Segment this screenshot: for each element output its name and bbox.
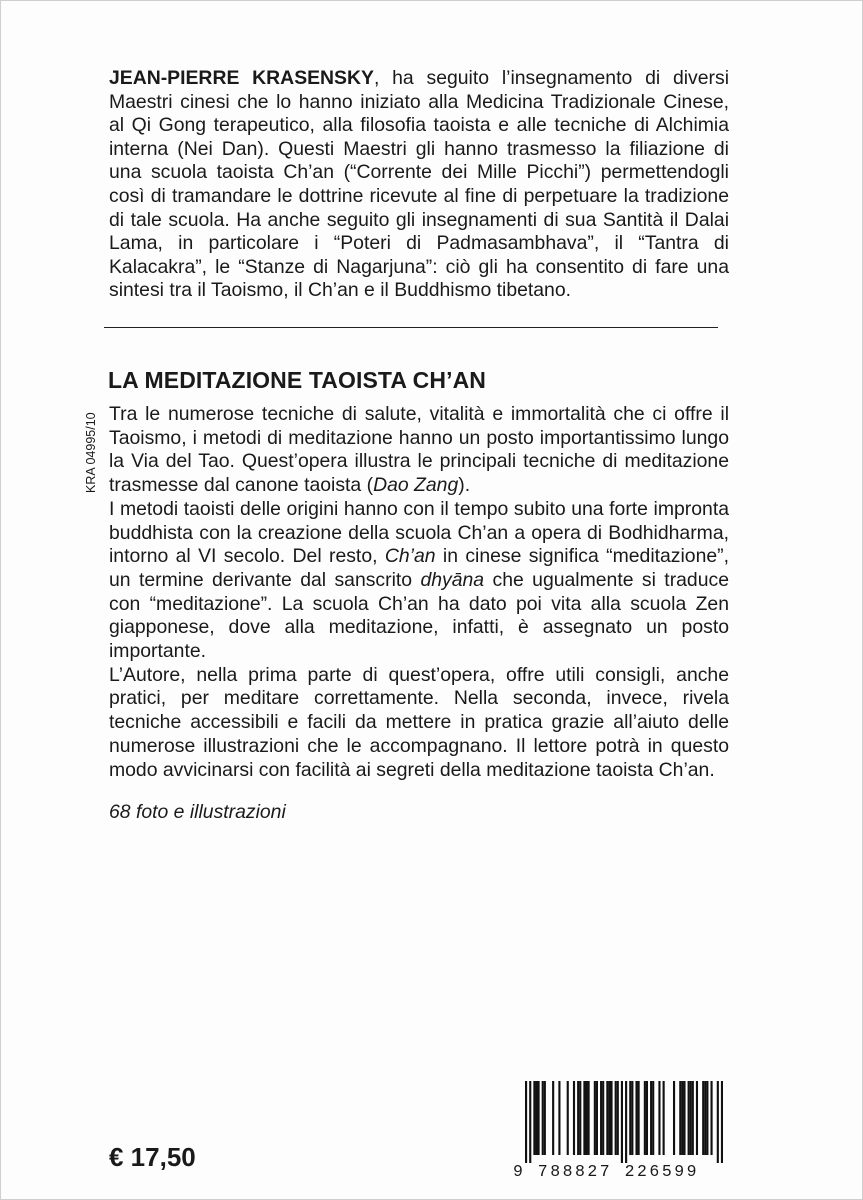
emphasis-dhyana: dhyāna [420, 568, 485, 591]
emphasis-dao-zang: Dao Zang [373, 474, 459, 497]
book-title: LA MEDITAZIONE TAOISTA CH’AN [108, 367, 487, 393]
barcode-bar [600, 1081, 602, 1155]
barcode-bar [608, 1081, 610, 1155]
description-paragraph-1: Tra le numerose tecniche di salute, vitalità e immortalità che ci offre il Taoismo, i metodi di meditazione hanno un posto importantissimo lungo la Via del Tao. Quest’opera illustra le principali tecniche di meditazione trasmesse dal canone taoista (Dao Zang). [109, 403, 729, 497]
barcode-bar [646, 1081, 648, 1155]
barcode-bar [579, 1081, 581, 1155]
description-paragraph-2: I metodi taoisti delle origini hanno con il tempo subito una forte impronta buddhista con la creazione della scuola Ch’an a opera di Bodhidharma, intorno al VI secolo. Del resto, Ch’an in cinese significa “meditazione”, un termine derivante dal sanscrito dhyāna che ugualmente si traduce con “meditazione”. La scuola Ch’an ha dato poi vita alla scuola Zen giapponese, dove alla meditazione, infatti, è assegnato un posto importante. [109, 497, 729, 663]
barcode-bar [617, 1081, 619, 1155]
barcode-bar [721, 1081, 723, 1163]
barcode-bar [635, 1081, 637, 1155]
barcode-bar [615, 1081, 617, 1155]
emphasis-chan: Ch’an [384, 545, 436, 568]
barcode-bar [696, 1081, 698, 1155]
barcode-bar [585, 1081, 587, 1155]
barcode-bar [673, 1081, 675, 1155]
barcode-bar [704, 1081, 706, 1155]
barcode-bar [683, 1081, 685, 1155]
barcode-bar [688, 1081, 690, 1155]
barcode-bar [588, 1081, 590, 1155]
barcode-bar [706, 1081, 708, 1155]
barcode-bar [538, 1081, 540, 1155]
photos-note: 68 foto e illustrazioni [109, 801, 286, 823]
author-name: JEAN-PIERRE KRASENSKY [109, 67, 374, 89]
barcode-bar [567, 1081, 569, 1155]
barcode-bar [529, 1081, 531, 1163]
barcode-bar [610, 1081, 612, 1155]
barcode-bar [573, 1081, 575, 1155]
barcode-bar [652, 1081, 654, 1155]
barcode-bar [629, 1081, 631, 1155]
barcode-bar [525, 1081, 527, 1163]
barcode-bar [644, 1081, 646, 1155]
barcode-bar [602, 1081, 604, 1155]
barcode [513, 1081, 723, 1181]
barcode-bar [650, 1081, 652, 1155]
barcode-bar [658, 1081, 660, 1155]
barcode-bar [663, 1081, 665, 1155]
book-description [109, 403, 729, 782]
author-bio [109, 67, 729, 303]
barcode-bar [594, 1081, 596, 1155]
product-code: KRA 04995/10 [84, 412, 98, 493]
barcode-bar [631, 1081, 633, 1155]
barcode-bar [621, 1081, 623, 1163]
barcode-bar [638, 1081, 640, 1155]
barcode-bar [583, 1081, 585, 1155]
barcode-number: 9 788827 226599 [513, 1162, 700, 1181]
barcode-bar [544, 1081, 546, 1155]
barcode-bar [717, 1081, 719, 1163]
barcode-bar [596, 1081, 598, 1155]
barcode-bar [681, 1081, 683, 1155]
barcode-bar [533, 1081, 535, 1155]
section-divider [104, 327, 718, 328]
barcode-bar [690, 1081, 692, 1155]
barcode-bar [542, 1081, 544, 1155]
barcode-bar [535, 1081, 537, 1155]
barcode-bar [692, 1081, 694, 1155]
barcode-bar [606, 1081, 608, 1155]
description-paragraph-3: L’Autore, nella prima parte di quest’opera, offre utili consigli, anche pratici, per meditare correttamente. Nella seconda, invece, rivela tecniche accessibili e facili da mettere in pratica grazie all’aiuto delle numerose illustrazioni che le accompagnano. Il lettore potrà in questo modo avvicinarsi con facilità ai segreti della meditazione taoista Ch’an. [109, 663, 729, 781]
author-bio-text: , ha seguito l’insegnamento di diversi Maestri cinesi che lo hanno iniziato alla Medicina Tradizionale Cinese, al Qi Gong terapeutico, alla filosofia taoista e alle tecniche di Alchimia interna (Nei Dan). Questi Maestri gli hanno trasmesso la filiazione di una scuola taoista Ch’an (“Corrente dei Mille Picchi”) permettendogli così di tramandare le dottrine ricevute al fine di perpetuare la tradizione di tale scuola. Ha anche seguito gli insegnamenti di sua Santità il Dalai Lama, in particolare i “Poteri di Padmasambhava”, il “Tantra di Kalacakra”, le “Stanze di Nagarjuna”: ciò gli ha consentito di fare una sintesi tra il Taoismo, il Ch’an e il Buddhismo tibetano. [109, 67, 729, 302]
barcode-bar [679, 1081, 681, 1155]
barcode-bar [702, 1081, 704, 1155]
barcode-bar [552, 1081, 554, 1155]
barcode-bar [625, 1081, 627, 1163]
price: € 17,50 [109, 1142, 196, 1172]
barcode-bars [525, 1081, 723, 1163]
barcode-bar [558, 1081, 560, 1155]
barcode-bar [577, 1081, 579, 1155]
barcode-bar [710, 1081, 712, 1155]
